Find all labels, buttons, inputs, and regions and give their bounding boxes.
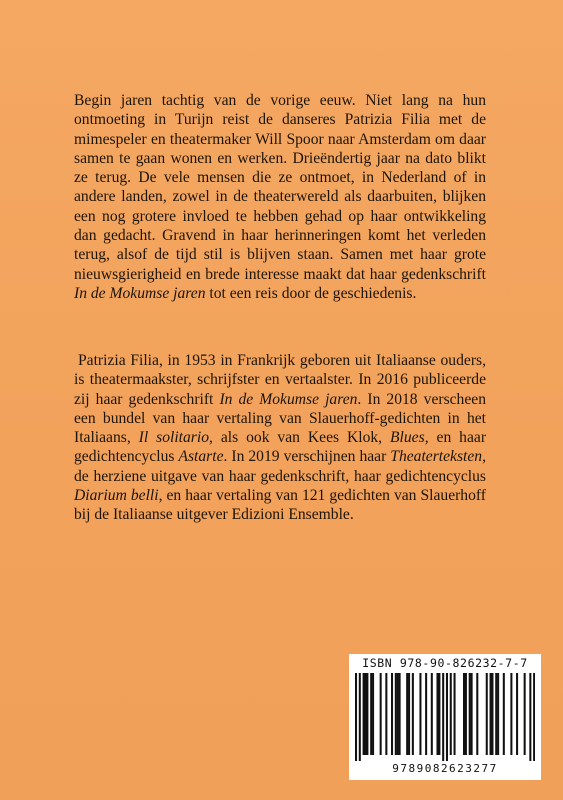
italic-title: Astarte — [178, 448, 224, 466]
barcode-bar — [450, 673, 452, 755]
barcode-bar — [465, 673, 467, 755]
barcode-bar — [490, 673, 492, 755]
barcode-bar — [442, 673, 444, 761]
barcode-bar — [380, 673, 382, 755]
barcode-bar — [412, 673, 414, 755]
barcode-bar — [463, 673, 465, 755]
barcode-bar — [359, 673, 361, 761]
author-bio: Patrizia Filia, in 1953 in Frankrijk geboren uit Italiaanse ouders, is theatermaakster, schrijfster en vertaalster. In 2016 publiceerde zij haar gedenkschrift In de Mokumse jaren. In 2018 verscheen een bundel van haar vertaling van Slauerhoff-gedichten in het Italiaans, Il solitario, als ook van Kees Klok, Blues, en haar gedichtencyclus Astarte. In 2019 verschijnen haar Theaterteksten, de herziene uitgave van haar gedenkschrift, haar gedichtencyclus Diarium belli, en haar vertaling van 121 gedichten van Slauerhoff bij de Italiaanse uitgever Edizioni Ensemble. — [74, 352, 487, 524]
italic-title: Blues — [390, 429, 425, 447]
barcode-bars — [355, 673, 535, 761]
barcode-bar — [425, 673, 427, 755]
barcode-bar — [372, 673, 374, 755]
barcode-bar — [397, 673, 399, 755]
barcode-bar — [510, 673, 512, 755]
barcode-bar — [395, 673, 397, 755]
barcode-bar — [436, 673, 438, 755]
barcode-bar — [355, 673, 357, 761]
barcode-bar — [491, 673, 493, 755]
barcode-bar — [370, 673, 372, 755]
barcode-bar — [366, 673, 368, 755]
barcode-bar — [399, 673, 401, 755]
barcode-bar — [385, 673, 387, 755]
barcode-bar — [363, 673, 365, 755]
barcode-bar — [446, 673, 448, 761]
isbn-label: ISBN 978-90-826232-7-7 — [362, 656, 528, 670]
italic-title: In de Mokumse jaren — [219, 390, 358, 408]
barcode-bar — [495, 673, 497, 755]
barcode-bar — [486, 673, 488, 755]
barcode-bar — [438, 673, 440, 755]
barcode-bar — [533, 673, 535, 761]
barcode-bar — [364, 673, 366, 755]
barcode-bar — [469, 673, 471, 755]
barcode-bar — [529, 673, 531, 761]
barcode-bar — [408, 673, 410, 755]
barcode-bar — [516, 673, 518, 755]
barcode-bar — [524, 673, 526, 755]
barcode-bar — [476, 673, 478, 755]
barcode-bar — [454, 673, 456, 755]
book-blurb: Begin jaren tachtig van de vorige eeuw. Niet lang na hun ontmoeting in Turijn reist de danseres Patrizia Filia met de mimespeler en theatermaker Will Spoor naar Amsterdam om daar samen te gaan wonen en werken. Drieëndertig jaar na dato blikt ze terug. De vele mensen die ze ontmoet, in Nederland of in andere landen, zowel in de theaterwereld als daarbuiten, blijken een nog grotere invloed te hebben gehad op haar ontwikkeling dan gedacht. Gravend in haar herinneringen komt het verleden terug, alsof de tijd stil is blijven staan. Samen met haar grote nieuwsgierigheid en brede interesse maakt dat haar gedenkschrift In de Mokumse jaren tot een reis door de geschiedenis. — [74, 92, 486, 302]
isbn-barcode — [349, 654, 541, 780]
barcode-bar — [419, 673, 421, 755]
italic-title: Diarium belli — [74, 487, 159, 505]
barcode-bar — [431, 673, 433, 755]
barcode-bar — [497, 673, 499, 755]
barcode-digits: 9789082623277 — [392, 762, 498, 775]
barcode-bar — [503, 673, 505, 755]
italic-title: Il solitario — [138, 429, 209, 447]
barcode-bar — [471, 673, 473, 755]
italic-title: Theaterteksten — [390, 448, 483, 466]
barcode-bar — [406, 673, 408, 755]
barcode-bar — [391, 673, 393, 755]
italic-title: In de Mokumse jaren — [74, 284, 206, 302]
